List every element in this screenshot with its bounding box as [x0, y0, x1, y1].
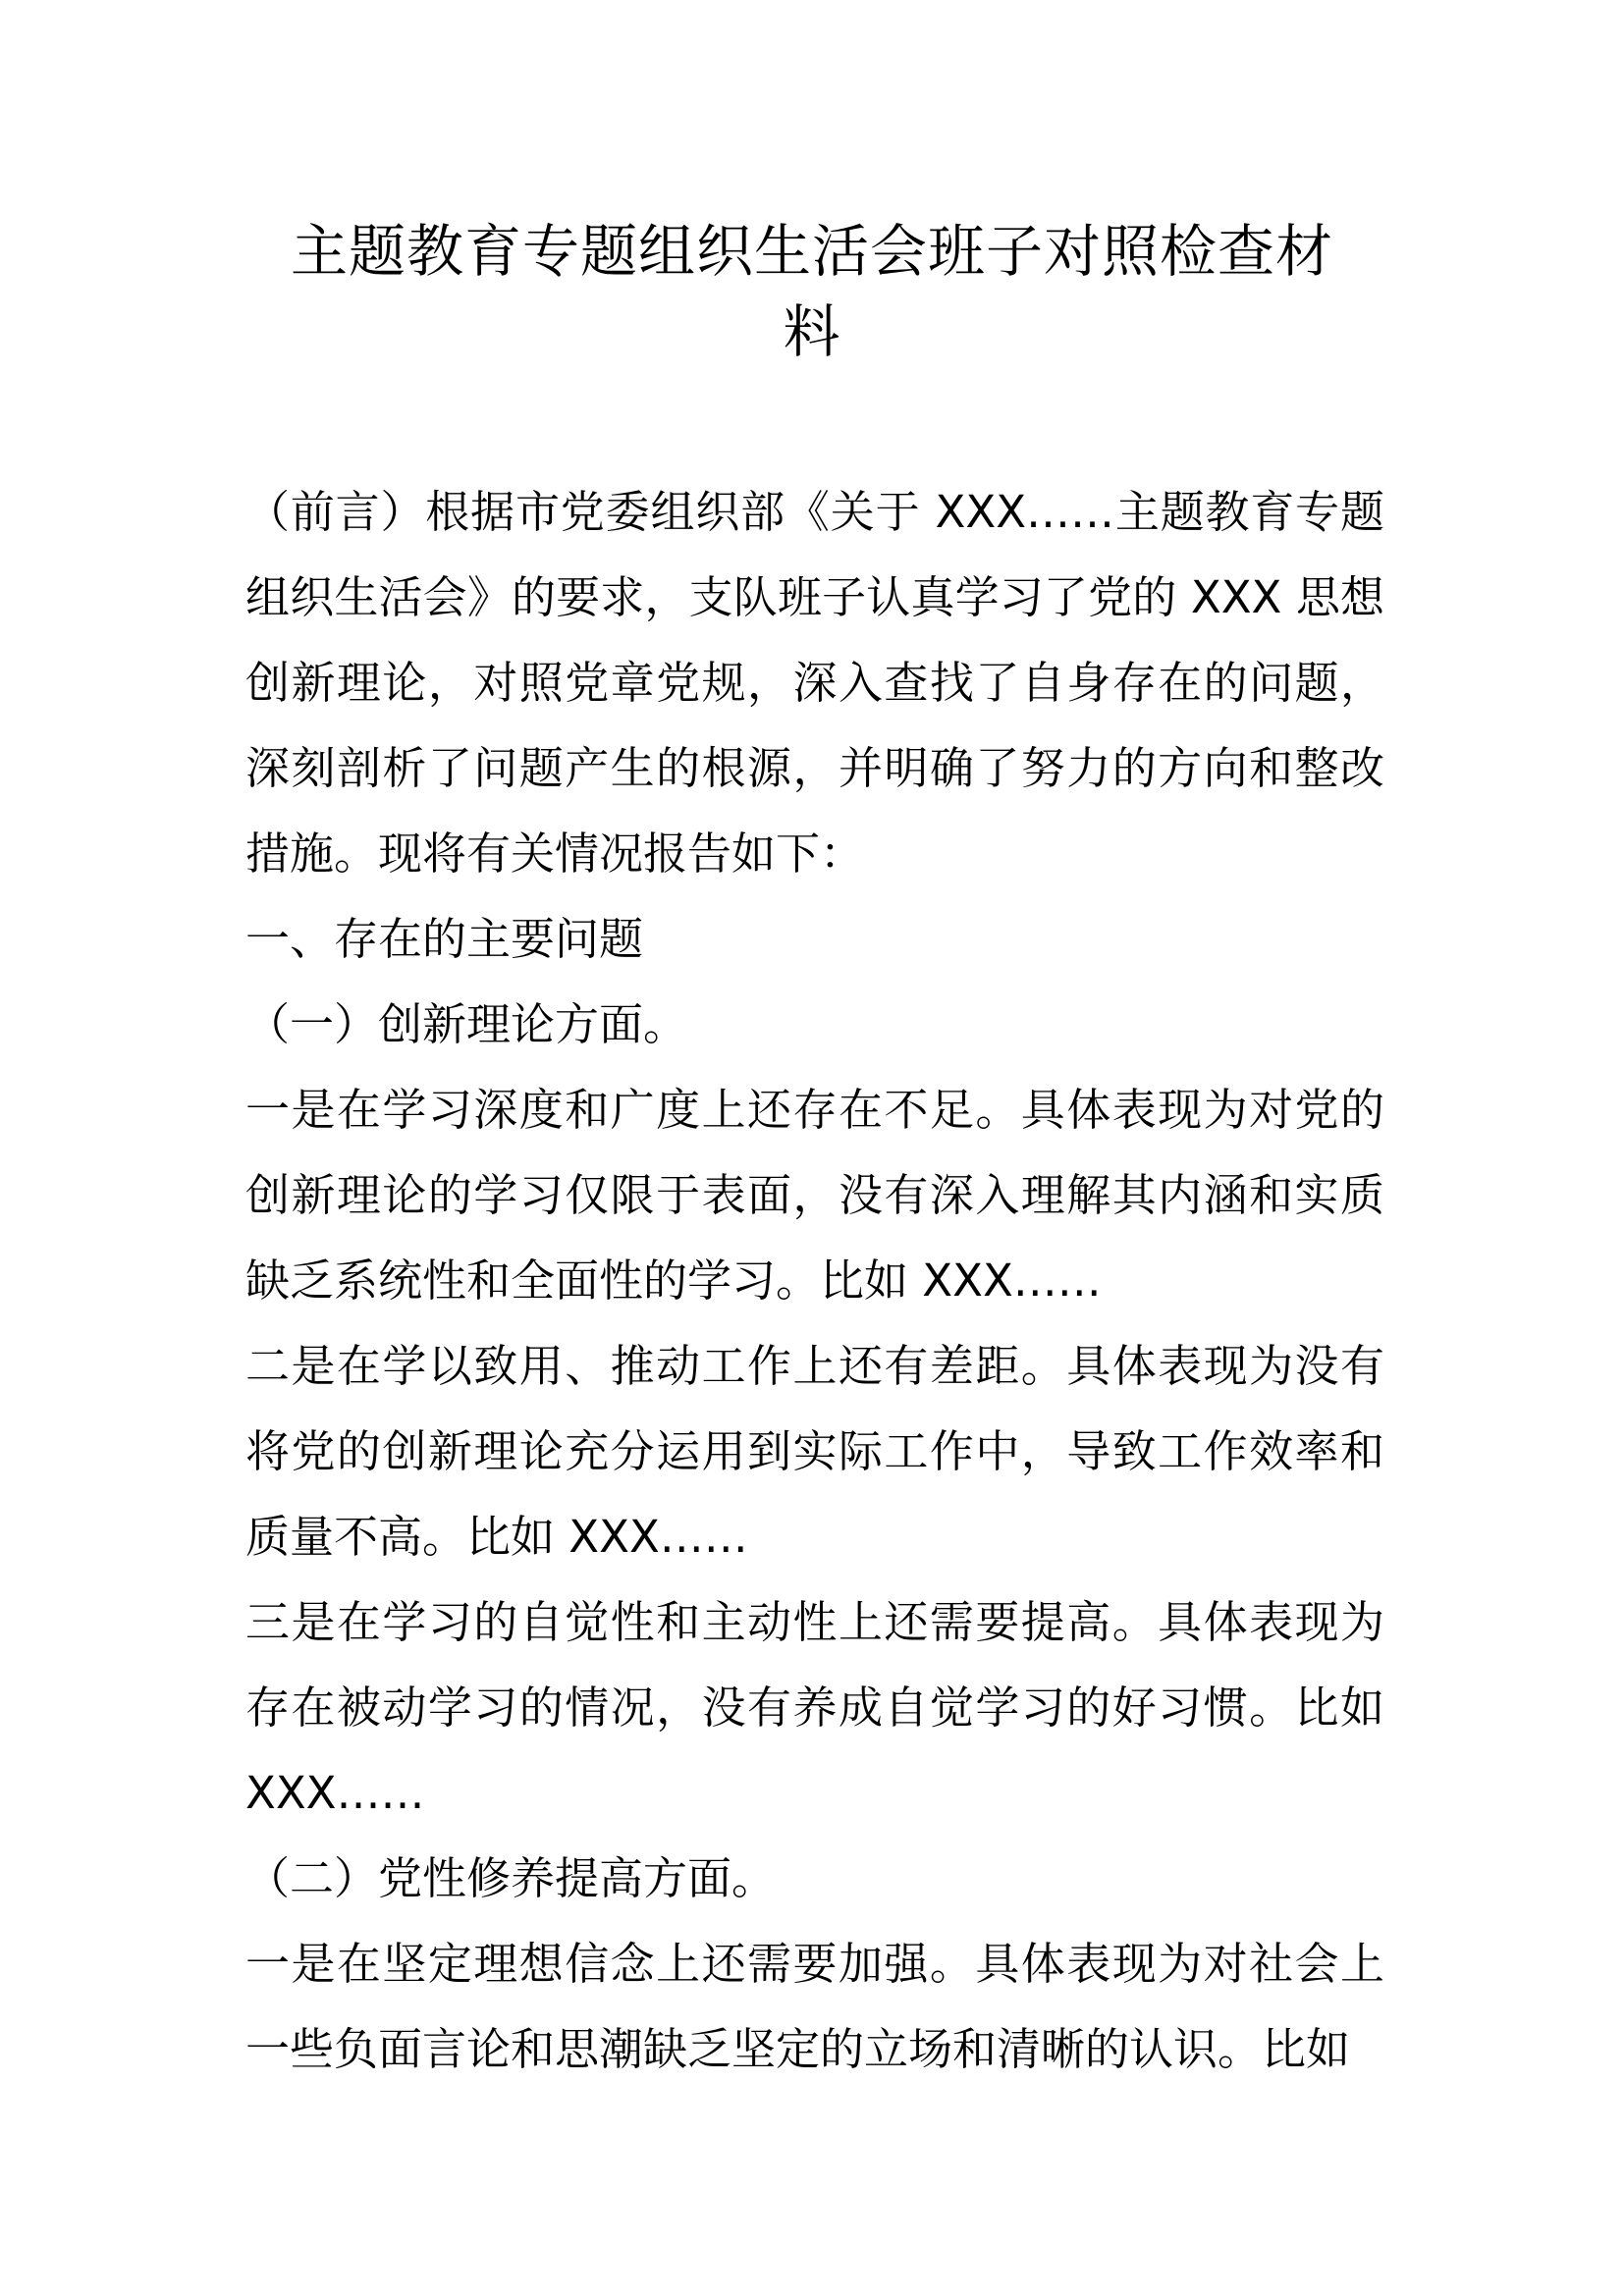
- document-body: [245, 469, 1384, 2092]
- title-line-1: 主题教育专题组织生活会班子对照检查材: [290, 218, 1333, 285]
- body-paragraph: 二是在学以致用、推动工作上还有差距。具体表现为没有将党的创新理论充分运用到实际工作中，导致工作效率和质量不高。比如 XXX……: [245, 1340, 1384, 1563]
- subsection-heading-2: （二）党性修养提高方面。: [245, 1852, 777, 1904]
- subsection-heading-1: （一）创新理论方面。: [245, 998, 688, 1050]
- preface-paragraph: （前言）根据市党委组织部《关于 XXX……主题教育专题组织生活会》的要求，支队班子认真学习了党的 XXX 思想创新理论，对照党章党规，深入查找了自身存在的问题，深刻剖析了问题产生的根源，并明确了努力的方向和整改措施。现将有关情况报告如下：: [245, 486, 1384, 880]
- title-line-2: 料: [783, 298, 841, 365]
- section-heading-1: 一、存在的主要问题: [245, 913, 644, 965]
- document-title: [247, 211, 1377, 372]
- body-paragraph: 一是在学习深度和广度上还存在不足。具体表现为对党的创新理论的学习仅限于表面，没有深入理解其内涵和实质缺乏系统性和全面性的学习。比如 XXX……: [245, 1084, 1384, 1307]
- body-paragraph: 一是在坚定理想信念上还需要加强。具体表现为对社会上一些负面言论和思潮缺乏坚定的立场和清晰的认识。比如: [245, 1938, 1384, 2075]
- body-paragraph: 三是在学习的自觉性和主动性上还需要提高。具体表现为存在被动学习的情况，没有养成自觉学习的好习惯。比如 XXX……: [245, 1596, 1384, 1819]
